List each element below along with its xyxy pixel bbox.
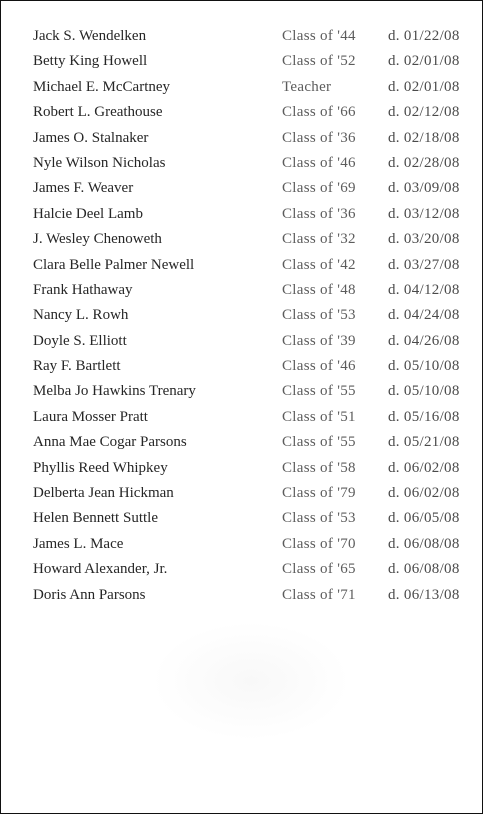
person-name: Nyle Wilson Nicholas [33,154,166,171]
list-item [33,483,473,508]
class-year: Class of '52 [282,53,356,70]
death-date: d. 02/01/08 [388,53,460,70]
person-name: Michael E. McCartney [33,78,171,95]
memorial-list [33,26,473,610]
list-item [33,585,473,610]
class-year: Class of '55 [282,434,356,451]
person-name: Halcie Deel Lamb [33,205,143,222]
list-item [33,229,473,254]
person-name: Doyle S. Elliott [33,332,127,349]
death-date: d. 06/05/08 [388,510,460,527]
list-item [33,534,473,559]
list-item [33,305,473,330]
list-item [33,26,473,51]
death-date: d. 05/10/08 [388,383,460,400]
person-name: Nancy L. Rowh [33,307,129,324]
death-date: d. 05/16/08 [388,408,460,425]
death-date: d. 02/12/08 [388,104,460,121]
class-year: Class of '55 [282,383,356,400]
list-item [33,102,473,127]
class-year: Class of '53 [282,510,356,527]
death-date: d. 04/24/08 [388,307,460,324]
person-name: Ray F. Bartlett [33,358,121,375]
list-item [33,178,473,203]
class-year: Class of '48 [282,281,356,298]
death-date: d. 06/08/08 [388,561,460,578]
list-item [33,508,473,533]
scan-smudge [151,621,351,741]
class-year: Class of '39 [282,332,356,349]
person-name: Howard Alexander, Jr. [33,561,168,578]
person-name: Delberta Jean Hickman [33,485,174,502]
death-date: d. 06/13/08 [388,586,460,603]
list-item [33,280,473,305]
list-item [33,559,473,584]
list-item [33,128,473,153]
death-date: d. 04/26/08 [388,332,460,349]
person-name: Laura Mosser Pratt [33,408,148,425]
list-item [33,432,473,457]
death-date: d. 06/02/08 [388,459,460,476]
class-year: Class of '44 [282,28,356,44]
person-name: Doris Ann Parsons [33,586,146,603]
death-date: d. 05/10/08 [388,358,460,375]
class-year: Class of '70 [282,535,356,552]
class-year: Class of '46 [282,358,356,375]
list-item [33,153,473,178]
person-name: James L. Mace [33,535,124,552]
class-year: Class of '71 [282,586,356,603]
death-date: d. 03/12/08 [388,205,460,222]
death-date: d. 06/02/08 [388,485,460,502]
person-name: Anna Mae Cogar Parsons [33,434,187,451]
list-item [33,458,473,483]
death-date: d. 02/01/08 [388,78,460,95]
person-name: Clara Belle Palmer Newell [33,256,195,273]
person-name: James F. Weaver [33,180,134,197]
list-item [33,255,473,280]
class-year: Class of '51 [282,408,356,425]
person-name: Jack S. Wendelken [33,28,147,44]
list-item [33,77,473,102]
person-name: J. Wesley Chenoweth [33,231,162,248]
person-name: James O. Stalnaker [33,129,149,146]
class-year: Teacher [282,78,332,95]
death-date: d. 03/27/08 [388,256,460,273]
list-item [33,356,473,381]
class-year: Class of '53 [282,307,356,324]
class-year: Class of '79 [282,485,356,502]
death-date: d. 03/20/08 [388,231,460,248]
class-year: Class of '42 [282,256,356,273]
death-date: d. 02/18/08 [388,129,460,146]
person-name: Robert L. Greathouse [33,104,163,121]
death-date: d. 03/09/08 [388,180,460,197]
death-date: d. 04/12/08 [388,281,460,298]
list-item [33,331,473,356]
person-name: Phyllis Reed Whipkey [33,459,168,476]
list-item [33,51,473,76]
person-name: Melba Jo Hawkins Trenary [33,383,196,400]
person-name: Frank Hathaway [33,281,133,298]
class-year: Class of '32 [282,231,356,248]
class-year: Class of '46 [282,154,356,171]
person-name: Betty King Howell [33,53,148,70]
list-item [33,204,473,229]
class-year: Class of '36 [282,205,356,222]
death-date: d. 01/22/08 [388,28,460,44]
death-date: d. 06/08/08 [388,535,460,552]
death-date: d. 05/21/08 [388,434,460,451]
class-year: Class of '66 [282,104,356,121]
class-year: Class of '36 [282,129,356,146]
class-year: Class of '69 [282,180,356,197]
list-item [33,407,473,432]
list-item [33,381,473,406]
class-year: Class of '58 [282,459,356,476]
class-year: Class of '65 [282,561,356,578]
death-date: d. 02/28/08 [388,154,460,171]
person-name: Helen Bennett Suttle [33,510,158,527]
